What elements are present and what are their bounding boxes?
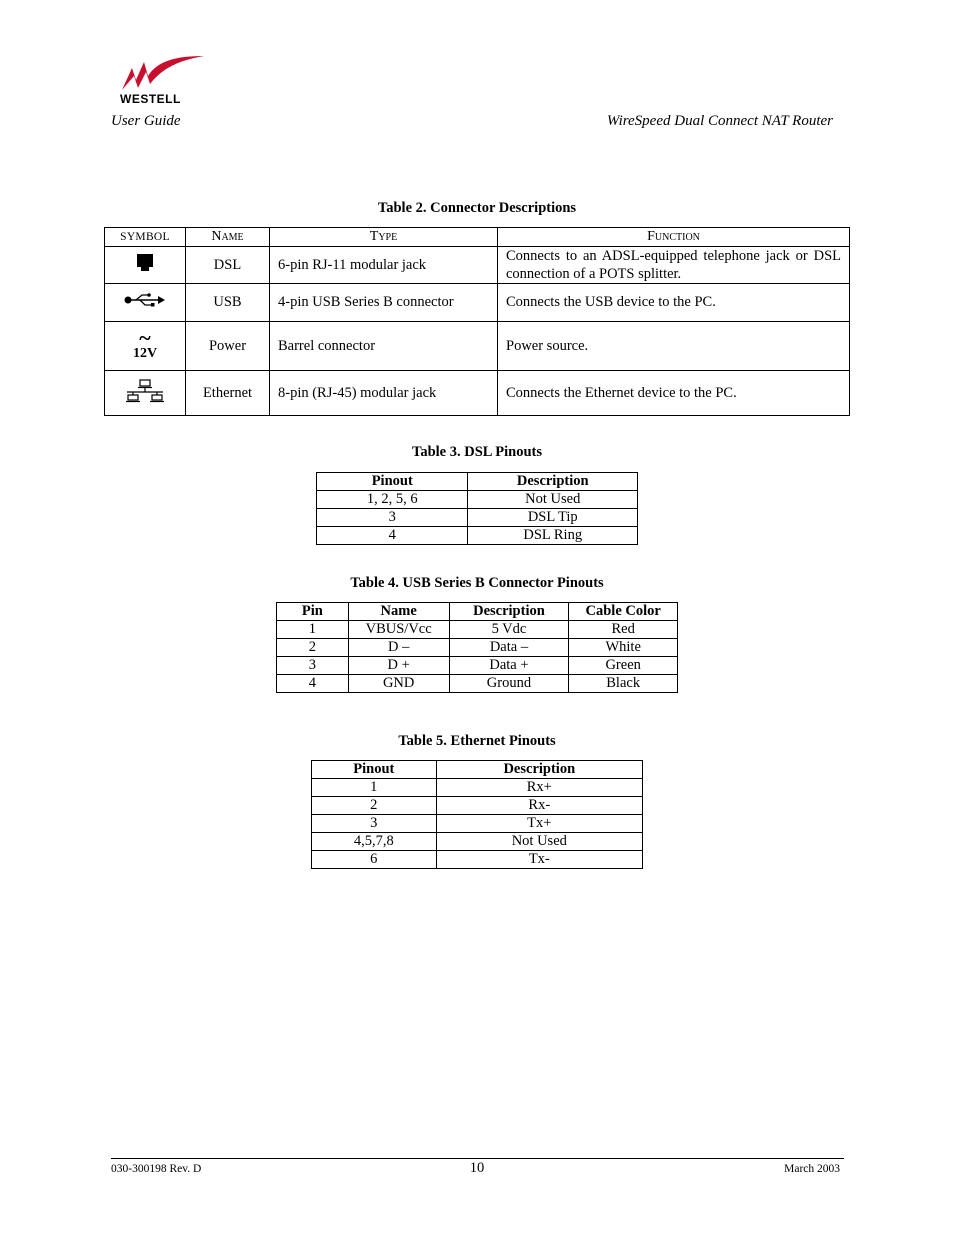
table-header-row bbox=[277, 603, 678, 621]
description-cell: Tx+ bbox=[436, 815, 642, 833]
column-header-description: Description bbox=[468, 473, 638, 491]
header-left-title: User Guide bbox=[111, 113, 181, 129]
pinout-cell: 3 bbox=[312, 815, 437, 833]
description-cell: Data + bbox=[449, 657, 569, 675]
table-header-row bbox=[105, 228, 850, 247]
power-tilde-icon: ~ bbox=[139, 325, 151, 350]
function-cell: Connects the USB device to the PC. bbox=[498, 284, 850, 322]
usb-icon bbox=[124, 293, 166, 307]
connector-descriptions-table bbox=[104, 227, 850, 416]
pinout-cell: 3 bbox=[317, 509, 468, 527]
westell-swoosh-icon bbox=[118, 54, 208, 94]
logo-text: WESTELL bbox=[120, 92, 181, 106]
symbol-cell bbox=[105, 371, 186, 416]
footer-divider bbox=[111, 1158, 844, 1159]
description-cell: DSL Tip bbox=[468, 509, 638, 527]
table-row bbox=[312, 833, 643, 851]
pinout-cell: 6 bbox=[312, 851, 437, 869]
type-cell: 8-pin (RJ-45) modular jack bbox=[270, 371, 498, 416]
footer-date: March 2003 bbox=[784, 1163, 840, 1175]
voltage-label: 12V bbox=[132, 346, 158, 361]
table-row bbox=[312, 851, 643, 869]
column-header-symbol: SYMBOL bbox=[105, 228, 186, 247]
description-cell: Data – bbox=[449, 639, 569, 657]
name-cell: DSL bbox=[186, 247, 270, 284]
name-cell: D + bbox=[348, 657, 449, 675]
description-cell: Rx+ bbox=[436, 779, 642, 797]
name-cell: D – bbox=[348, 639, 449, 657]
page-number: 10 bbox=[469, 1160, 485, 1176]
rj11-jack-icon bbox=[136, 253, 154, 273]
cable-color-cell: White bbox=[569, 639, 678, 657]
header-right-title: WireSpeed Dual Connect NAT Router bbox=[606, 113, 833, 129]
column-header-pinout: Pinout bbox=[317, 473, 468, 491]
table5-caption: Table 5. Ethernet Pinouts bbox=[398, 733, 556, 749]
ethernet-network-icon bbox=[125, 379, 165, 403]
pin-cell: 4 bbox=[277, 675, 349, 693]
column-header-description: Description bbox=[449, 603, 569, 621]
description-cell: Rx- bbox=[436, 797, 642, 815]
table-row bbox=[277, 675, 678, 693]
table-row bbox=[277, 639, 678, 657]
name-cell: Ethernet bbox=[186, 371, 270, 416]
column-header-type: Type bbox=[270, 228, 498, 247]
description-cell: Ground bbox=[449, 675, 569, 693]
pin-cell: 3 bbox=[277, 657, 349, 675]
pin-cell: 2 bbox=[277, 639, 349, 657]
usb-pinouts-table bbox=[276, 602, 678, 693]
table-row bbox=[105, 322, 850, 371]
column-header-name: Name bbox=[186, 228, 270, 247]
pinout-cell: 1 bbox=[312, 779, 437, 797]
column-header-name: Name bbox=[348, 603, 449, 621]
footer-doc-id: 030-300198 Rev. D bbox=[111, 1163, 202, 1175]
function-cell: Connects to an ADSL-equipped telephone jack or DSL connection of a POTS splitter. bbox=[498, 247, 850, 284]
pinout-cell: 4,5,7,8 bbox=[312, 833, 437, 851]
description-cell: Not Used bbox=[468, 491, 638, 509]
symbol-cell bbox=[105, 284, 186, 322]
table-row bbox=[105, 247, 850, 284]
column-header-description: Description bbox=[436, 761, 642, 779]
symbol-cell bbox=[105, 322, 186, 371]
table-row bbox=[105, 371, 850, 416]
westell-logo bbox=[118, 54, 208, 108]
column-header-pin: Pin bbox=[277, 603, 349, 621]
pin-cell: 1 bbox=[277, 621, 349, 639]
table-row bbox=[312, 797, 643, 815]
table-row bbox=[312, 779, 643, 797]
description-cell: DSL Ring bbox=[468, 527, 638, 545]
name-cell: VBUS/Vcc bbox=[348, 621, 449, 639]
pinout-cell: 1, 2, 5, 6 bbox=[317, 491, 468, 509]
description-cell: Not Used bbox=[436, 833, 642, 851]
cable-color-cell: Red bbox=[569, 621, 678, 639]
table-row bbox=[317, 527, 638, 545]
column-header-pinout: Pinout bbox=[312, 761, 437, 779]
description-cell: 5 Vdc bbox=[449, 621, 569, 639]
name-cell: USB bbox=[186, 284, 270, 322]
column-header-function: Function bbox=[498, 228, 850, 247]
table-row bbox=[317, 509, 638, 527]
name-cell: GND bbox=[348, 675, 449, 693]
name-cell: Power bbox=[186, 322, 270, 371]
table4-caption: Table 4. USB Series B Connector Pinouts bbox=[350, 575, 604, 591]
function-cell: Connects the Ethernet device to the PC. bbox=[498, 371, 850, 416]
pinout-cell: 4 bbox=[317, 527, 468, 545]
ethernet-pinouts-table bbox=[311, 760, 643, 869]
table-row bbox=[277, 621, 678, 639]
table3-caption: Table 3. DSL Pinouts bbox=[411, 444, 542, 460]
symbol-cell bbox=[105, 247, 186, 284]
type-cell: 4-pin USB Series B connector bbox=[270, 284, 498, 322]
table-row bbox=[105, 284, 850, 322]
cable-color-cell: Green bbox=[569, 657, 678, 675]
function-cell: Power source. bbox=[498, 322, 850, 371]
table-header-row bbox=[312, 761, 643, 779]
table-row bbox=[317, 491, 638, 509]
dsl-pinouts-table bbox=[316, 472, 638, 545]
column-header-cable-color: Cable Color bbox=[569, 603, 678, 621]
type-cell: Barrel connector bbox=[270, 322, 498, 371]
cable-color-cell: Black bbox=[569, 675, 678, 693]
table2-caption: Table 2. Connector Descriptions bbox=[377, 200, 577, 216]
description-cell: Tx- bbox=[436, 851, 642, 869]
table-row bbox=[312, 815, 643, 833]
table-row bbox=[277, 657, 678, 675]
table-header-row bbox=[317, 473, 638, 491]
type-cell: 6-pin RJ-11 modular jack bbox=[270, 247, 498, 284]
pinout-cell: 2 bbox=[312, 797, 437, 815]
